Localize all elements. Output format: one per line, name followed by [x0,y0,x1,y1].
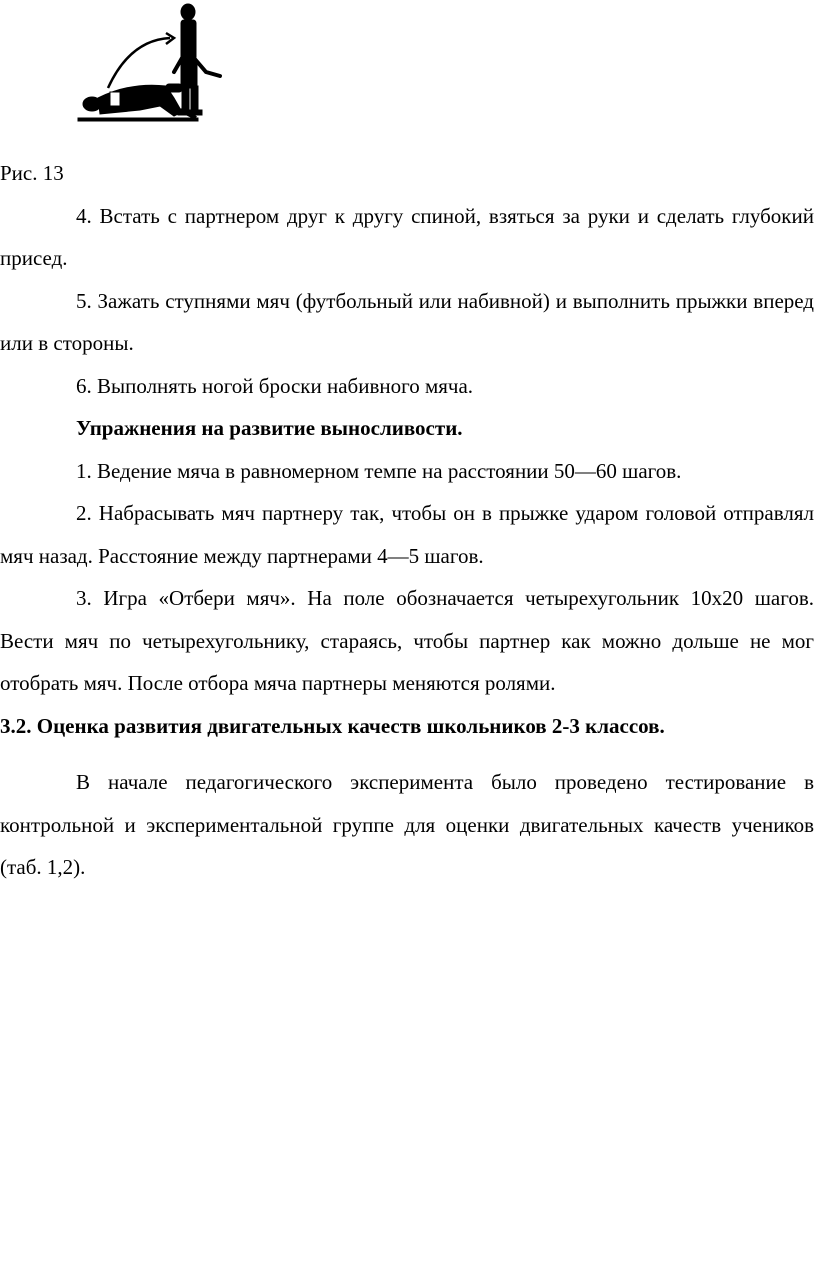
endurance-exercise-2: 2. Набрасывать мяч партнеру так, чтобы он в прыжке ударом головой отправлял мяч назад. Расстояние между партнерами 4—5 шагов. [0,501,814,568]
exercise-4: 4. Встать с партнером друг к другу спиной, взяться за руки и сделать глубокий присед. [0,203,814,270]
ball-trajectory [108,38,170,88]
exercise-5: 5. Зажать ступнями мяч (футбольный или набивной) и выполнить прыжки вперед или в стороны. [0,288,814,355]
exercise-6: 6. Выполнять ногой броски набивного мяча. [76,373,474,398]
spacer [0,747,814,761]
section-heading: 3.2. Оценка развития двигательных качеств школьников 2-3 классов. [0,713,665,738]
intro-paragraph: В начале педагогического эксперимента было проведено тестирование в контрольной и экспериментальной группе для оценки двигательных качеств учеников (таб. 1,2). [0,770,814,879]
figure-svg [70,0,250,130]
endurance-exercise-1: 1. Ведение мяча в равномерном темпе на расстоянии 50—60 шагов. [76,458,682,483]
endurance-heading: Упражнения на развитие выносливости. [76,416,463,440]
figure-caption: Рис. 13 [0,161,64,185]
exercise-illustration [70,0,250,130]
standing-person [174,4,220,115]
document-body [0,152,814,889]
endurance-exercise-3: 3. Игра «Отбери мяч». На поле обозначается четырехугольник 10х20 шагов. Вести мяч по четырехугольнику, стараясь, чтобы партнер как можно дольше не мог отобрать мяч. После отбора мяча партнеры меняются ролями. [0,586,814,695]
